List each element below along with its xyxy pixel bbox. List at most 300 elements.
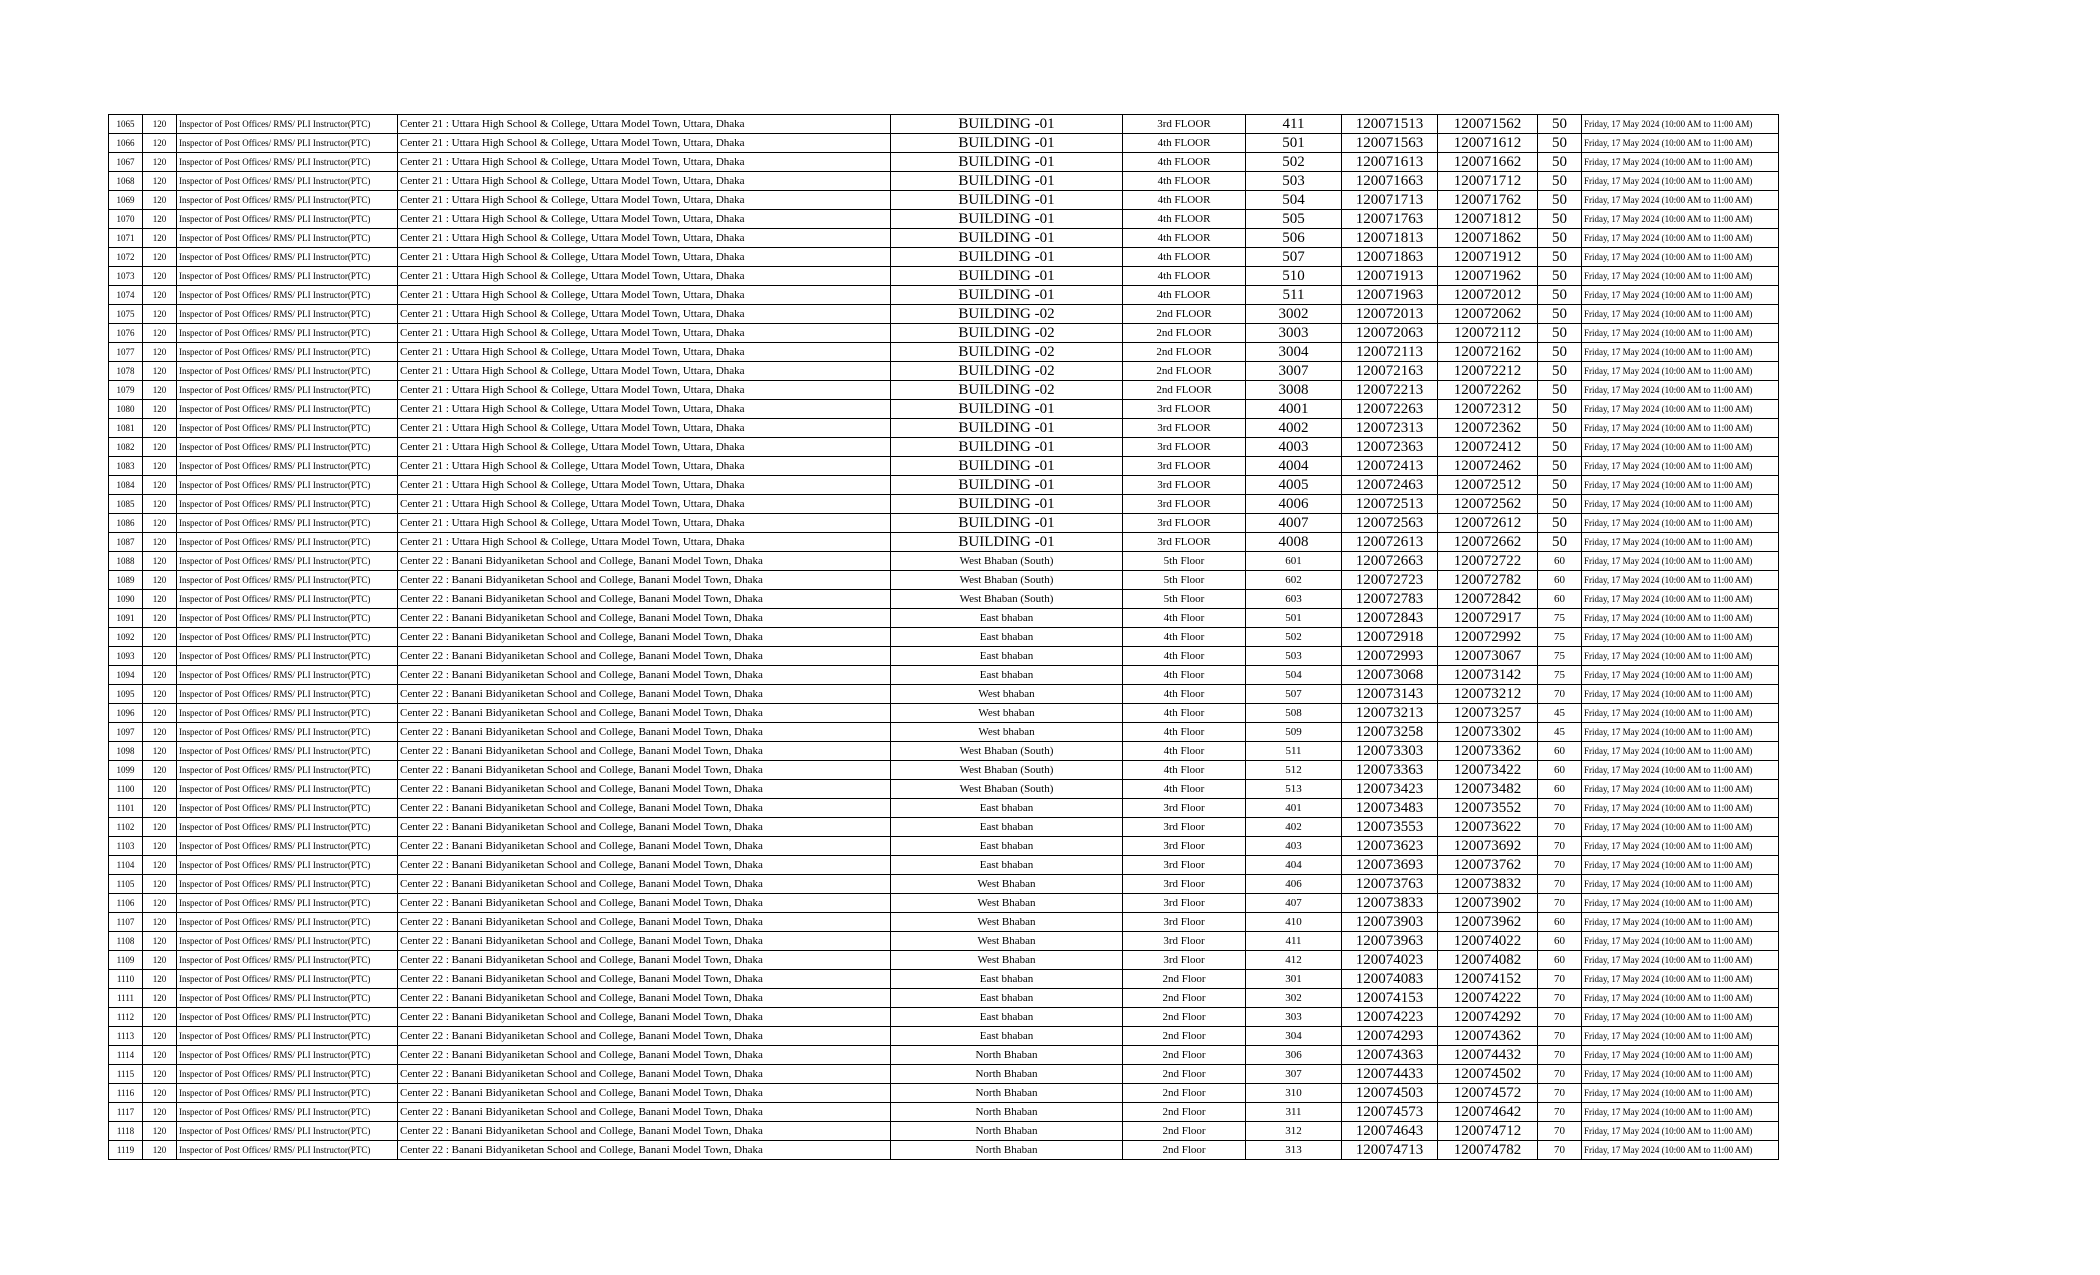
floor-cell: 3rd Floor (1123, 932, 1246, 951)
roll-from-cell: 120074153 (1342, 989, 1438, 1008)
roll-to-cell: 120074642 (1438, 1103, 1538, 1122)
floor-cell: 4th FLOOR (1123, 172, 1246, 191)
floor-cell: 3rd FLOOR (1123, 495, 1246, 514)
roll-to-cell: 120071562 (1438, 115, 1538, 134)
serial-cell: 1098 (109, 742, 143, 761)
roll-from-cell: 120072563 (1342, 514, 1438, 533)
center-cell: Center 21 : Uttara High School & College, Uttara Model Town, Uttara, Dhaka (398, 305, 891, 324)
roll-to-cell: 120072462 (1438, 457, 1538, 476)
table-row (109, 723, 1779, 742)
floor-cell: 4th FLOOR (1123, 153, 1246, 172)
roll-from-cell: 120073553 (1342, 818, 1438, 837)
serial-cell: 1100 (109, 780, 143, 799)
seat-plan-table (108, 114, 1779, 1160)
table-row (109, 324, 1779, 343)
post-code-cell: 120 (143, 685, 177, 704)
roll-from-cell: 120073623 (1342, 837, 1438, 856)
serial-cell: 1099 (109, 761, 143, 780)
serial-cell: 1088 (109, 552, 143, 571)
room-cell: 512 (1246, 761, 1342, 780)
center-cell: Center 22 : Banani Bidyaniketan School and College, Banani Model Town, Dhaka (398, 970, 891, 989)
building-cell: BUILDING -01 (891, 134, 1123, 153)
building-cell: West bhaban (891, 723, 1123, 742)
roll-from-cell: 120074023 (1342, 951, 1438, 970)
roll-to-cell: 120073762 (1438, 856, 1538, 875)
roll-to-cell: 120072262 (1438, 381, 1538, 400)
total-cell: 70 (1538, 856, 1582, 875)
floor-cell: 5th Floor (1123, 590, 1246, 609)
floor-cell: 5th Floor (1123, 552, 1246, 571)
table-row (109, 286, 1779, 305)
total-cell: 50 (1538, 305, 1582, 324)
floor-cell: 2nd FLOOR (1123, 343, 1246, 362)
roll-from-cell: 120072163 (1342, 362, 1438, 381)
roll-to-cell: 120072512 (1438, 476, 1538, 495)
room-cell: 503 (1246, 647, 1342, 666)
total-cell: 50 (1538, 438, 1582, 457)
table-row (109, 1084, 1779, 1103)
exam-date-cell: Friday, 17 May 2024 (10:00 AM to 11:00 AM) (1582, 495, 1779, 514)
total-cell: 50 (1538, 286, 1582, 305)
post-code-cell: 120 (143, 229, 177, 248)
serial-cell: 1089 (109, 571, 143, 590)
serial-cell: 1066 (109, 134, 143, 153)
post-code-cell: 120 (143, 590, 177, 609)
table-row (109, 305, 1779, 324)
exam-date-cell: Friday, 17 May 2024 (10:00 AM to 11:00 AM) (1582, 438, 1779, 457)
exam-date-cell: Friday, 17 May 2024 (10:00 AM to 11:00 AM) (1582, 134, 1779, 153)
serial-cell: 1113 (109, 1027, 143, 1046)
table-row (109, 1046, 1779, 1065)
room-cell: 412 (1246, 951, 1342, 970)
total-cell: 60 (1538, 571, 1582, 590)
room-cell: 310 (1246, 1084, 1342, 1103)
center-cell: Center 21 : Uttara High School & College, Uttara Model Town, Uttara, Dhaka (398, 267, 891, 286)
roll-to-cell: 120072992 (1438, 628, 1538, 647)
post-code-cell: 120 (143, 400, 177, 419)
floor-cell: 4th FLOOR (1123, 210, 1246, 229)
exam-date-cell: Friday, 17 May 2024 (10:00 AM to 11:00 AM) (1582, 1027, 1779, 1046)
serial-cell: 1101 (109, 799, 143, 818)
serial-cell: 1080 (109, 400, 143, 419)
table-row (109, 343, 1779, 362)
roll-from-cell: 120072993 (1342, 647, 1438, 666)
floor-cell: 2nd Floor (1123, 1046, 1246, 1065)
center-cell: Center 22 : Banani Bidyaniketan School and College, Banani Model Town, Dhaka (398, 685, 891, 704)
room-cell: 3007 (1246, 362, 1342, 381)
center-cell: Center 21 : Uttara High School & College, Uttara Model Town, Uttara, Dhaka (398, 229, 891, 248)
exam-date-cell: Friday, 17 May 2024 (10:00 AM to 11:00 AM) (1582, 571, 1779, 590)
room-cell: 603 (1246, 590, 1342, 609)
total-cell: 75 (1538, 628, 1582, 647)
table-row (109, 666, 1779, 685)
table-row (109, 191, 1779, 210)
room-cell: 411 (1246, 932, 1342, 951)
floor-cell: 2nd Floor (1123, 1065, 1246, 1084)
room-cell: 507 (1246, 685, 1342, 704)
roll-to-cell: 120074432 (1438, 1046, 1538, 1065)
center-cell: Center 21 : Uttara High School & College, Uttara Model Town, Uttara, Dhaka (398, 419, 891, 438)
exam-date-cell: Friday, 17 May 2024 (10:00 AM to 11:00 AM) (1582, 267, 1779, 286)
post-code-cell: 120 (143, 1084, 177, 1103)
serial-cell: 1106 (109, 894, 143, 913)
floor-cell: 3rd FLOOR (1123, 514, 1246, 533)
center-cell: Center 22 : Banani Bidyaniketan School and College, Banani Model Town, Dhaka (398, 799, 891, 818)
table-row (109, 647, 1779, 666)
post-name-cell: Inspector of Post Offices/ RMS/ PLI Instructor(PTC) (177, 210, 398, 229)
serial-cell: 1090 (109, 590, 143, 609)
exam-date-cell: Friday, 17 May 2024 (10:00 AM to 11:00 AM) (1582, 552, 1779, 571)
building-cell: BUILDING -01 (891, 229, 1123, 248)
roll-from-cell: 120071563 (1342, 134, 1438, 153)
exam-date-cell: Friday, 17 May 2024 (10:00 AM to 11:00 AM) (1582, 1065, 1779, 1084)
room-cell: 4007 (1246, 514, 1342, 533)
roll-from-cell: 120073693 (1342, 856, 1438, 875)
roll-from-cell: 120074643 (1342, 1122, 1438, 1141)
building-cell: East bhaban (891, 609, 1123, 628)
room-cell: 4005 (1246, 476, 1342, 495)
serial-cell: 1073 (109, 267, 143, 286)
roll-from-cell: 120072063 (1342, 324, 1438, 343)
building-cell: West Bhaban (891, 913, 1123, 932)
room-cell: 303 (1246, 1008, 1342, 1027)
roll-to-cell: 120074022 (1438, 932, 1538, 951)
total-cell: 50 (1538, 115, 1582, 134)
floor-cell: 2nd FLOOR (1123, 362, 1246, 381)
exam-date-cell: Friday, 17 May 2024 (10:00 AM to 11:00 AM) (1582, 856, 1779, 875)
roll-to-cell: 120072412 (1438, 438, 1538, 457)
room-cell: 511 (1246, 742, 1342, 761)
exam-date-cell: Friday, 17 May 2024 (10:00 AM to 11:00 AM) (1582, 951, 1779, 970)
floor-cell: 2nd FLOOR (1123, 324, 1246, 343)
total-cell: 60 (1538, 590, 1582, 609)
serial-cell: 1065 (109, 115, 143, 134)
post-name-cell: Inspector of Post Offices/ RMS/ PLI Instructor(PTC) (177, 400, 398, 419)
roll-to-cell: 120074572 (1438, 1084, 1538, 1103)
post-code-cell: 120 (143, 571, 177, 590)
center-cell: Center 22 : Banani Bidyaniketan School and College, Banani Model Town, Dhaka (398, 780, 891, 799)
roll-from-cell: 120073363 (1342, 761, 1438, 780)
room-cell: 311 (1246, 1103, 1342, 1122)
roll-to-cell: 120071812 (1438, 210, 1538, 229)
floor-cell: 4th Floor (1123, 628, 1246, 647)
roll-from-cell: 120071813 (1342, 229, 1438, 248)
roll-to-cell: 120071712 (1438, 172, 1538, 191)
center-cell: Center 22 : Banani Bidyaniketan School and College, Banani Model Town, Dhaka (398, 761, 891, 780)
floor-cell: 4th Floor (1123, 742, 1246, 761)
roll-to-cell: 120073362 (1438, 742, 1538, 761)
post-name-cell: Inspector of Post Offices/ RMS/ PLI Instructor(PTC) (177, 723, 398, 742)
post-name-cell: Inspector of Post Offices/ RMS/ PLI Instructor(PTC) (177, 647, 398, 666)
post-code-cell: 120 (143, 723, 177, 742)
post-name-cell: Inspector of Post Offices/ RMS/ PLI Instructor(PTC) (177, 951, 398, 970)
roll-from-cell: 120074713 (1342, 1141, 1438, 1160)
total-cell: 50 (1538, 457, 1582, 476)
exam-date-cell: Friday, 17 May 2024 (10:00 AM to 11:00 AM) (1582, 1046, 1779, 1065)
floor-cell: 4th FLOOR (1123, 134, 1246, 153)
roll-to-cell: 120074222 (1438, 989, 1538, 1008)
roll-from-cell: 120071963 (1342, 286, 1438, 305)
serial-cell: 1115 (109, 1065, 143, 1084)
room-cell: 304 (1246, 1027, 1342, 1046)
table-row (109, 362, 1779, 381)
center-cell: Center 22 : Banani Bidyaniketan School and College, Banani Model Town, Dhaka (398, 856, 891, 875)
post-code-cell: 120 (143, 628, 177, 647)
post-code-cell: 120 (143, 951, 177, 970)
room-cell: 501 (1246, 609, 1342, 628)
post-code-cell: 120 (143, 875, 177, 894)
exam-date-cell: Friday, 17 May 2024 (10:00 AM to 11:00 AM) (1582, 590, 1779, 609)
exam-date-cell: Friday, 17 May 2024 (10:00 AM to 11:00 AM) (1582, 400, 1779, 419)
roll-from-cell: 120073213 (1342, 704, 1438, 723)
exam-date-cell: Friday, 17 May 2024 (10:00 AM to 11:00 AM) (1582, 343, 1779, 362)
post-name-cell: Inspector of Post Offices/ RMS/ PLI Instructor(PTC) (177, 1141, 398, 1160)
roll-to-cell: 120072012 (1438, 286, 1538, 305)
center-cell: Center 22 : Banani Bidyaniketan School and College, Banani Model Town, Dhaka (398, 818, 891, 837)
serial-cell: 1077 (109, 343, 143, 362)
table-row (109, 438, 1779, 457)
center-cell: Center 22 : Banani Bidyaniketan School and College, Banani Model Town, Dhaka (398, 590, 891, 609)
exam-date-cell: Friday, 17 May 2024 (10:00 AM to 11:00 AM) (1582, 742, 1779, 761)
building-cell: East bhaban (891, 818, 1123, 837)
building-cell: West Bhaban (891, 875, 1123, 894)
floor-cell: 3rd Floor (1123, 951, 1246, 970)
post-code-cell: 120 (143, 704, 177, 723)
building-cell: BUILDING -01 (891, 248, 1123, 267)
total-cell: 50 (1538, 476, 1582, 495)
table-row (109, 837, 1779, 856)
table-row (109, 1027, 1779, 1046)
center-cell: Center 22 : Banani Bidyaniketan School and College, Banani Model Town, Dhaka (398, 666, 891, 685)
roll-from-cell: 120073303 (1342, 742, 1438, 761)
center-cell: Center 22 : Banani Bidyaniketan School and College, Banani Model Town, Dhaka (398, 1141, 891, 1160)
serial-cell: 1118 (109, 1122, 143, 1141)
total-cell: 50 (1538, 362, 1582, 381)
total-cell: 50 (1538, 400, 1582, 419)
post-name-cell: Inspector of Post Offices/ RMS/ PLI Instructor(PTC) (177, 894, 398, 913)
room-cell: 301 (1246, 970, 1342, 989)
total-cell: 70 (1538, 685, 1582, 704)
floor-cell: 4th Floor (1123, 609, 1246, 628)
serial-cell: 1097 (109, 723, 143, 742)
post-name-cell: Inspector of Post Offices/ RMS/ PLI Instructor(PTC) (177, 704, 398, 723)
roll-to-cell: 120072312 (1438, 400, 1538, 419)
center-cell: Center 22 : Banani Bidyaniketan School and College, Banani Model Town, Dhaka (398, 837, 891, 856)
table-row (109, 1122, 1779, 1141)
serial-cell: 1072 (109, 248, 143, 267)
table-row (109, 628, 1779, 647)
table-row (109, 761, 1779, 780)
post-name-cell: Inspector of Post Offices/ RMS/ PLI Instructor(PTC) (177, 191, 398, 210)
post-code-cell: 120 (143, 362, 177, 381)
post-name-cell: Inspector of Post Offices/ RMS/ PLI Instructor(PTC) (177, 628, 398, 647)
post-name-cell: Inspector of Post Offices/ RMS/ PLI Instructor(PTC) (177, 457, 398, 476)
center-cell: Center 22 : Banani Bidyaniketan School and College, Banani Model Town, Dhaka (398, 1084, 891, 1103)
post-name-cell: Inspector of Post Offices/ RMS/ PLI Instructor(PTC) (177, 1008, 398, 1027)
serial-cell: 1068 (109, 172, 143, 191)
total-cell: 50 (1538, 381, 1582, 400)
serial-cell: 1096 (109, 704, 143, 723)
roll-from-cell: 120073143 (1342, 685, 1438, 704)
center-cell: Center 21 : Uttara High School & College, Uttara Model Town, Uttara, Dhaka (398, 514, 891, 533)
table-row (109, 153, 1779, 172)
roll-to-cell: 120073832 (1438, 875, 1538, 894)
exam-date-cell: Friday, 17 May 2024 (10:00 AM to 11:00 AM) (1582, 115, 1779, 134)
post-code-cell: 120 (143, 476, 177, 495)
serial-cell: 1076 (109, 324, 143, 343)
center-cell: Center 21 : Uttara High School & College, Uttara Model Town, Uttara, Dhaka (398, 153, 891, 172)
post-name-cell: Inspector of Post Offices/ RMS/ PLI Instructor(PTC) (177, 913, 398, 932)
total-cell: 60 (1538, 913, 1582, 932)
post-name-cell: Inspector of Post Offices/ RMS/ PLI Instructor(PTC) (177, 229, 398, 248)
serial-cell: 1091 (109, 609, 143, 628)
total-cell: 75 (1538, 647, 1582, 666)
post-code-cell: 120 (143, 1065, 177, 1084)
table-row (109, 457, 1779, 476)
building-cell: BUILDING -01 (891, 400, 1123, 419)
roll-to-cell: 120073257 (1438, 704, 1538, 723)
building-cell: East bhaban (891, 647, 1123, 666)
exam-date-cell: Friday, 17 May 2024 (10:00 AM to 11:00 AM) (1582, 1103, 1779, 1122)
total-cell: 70 (1538, 1027, 1582, 1046)
exam-date-cell: Friday, 17 May 2024 (10:00 AM to 11:00 AM) (1582, 628, 1779, 647)
serial-cell: 1092 (109, 628, 143, 647)
table-row (109, 875, 1779, 894)
post-code-cell: 120 (143, 1008, 177, 1027)
total-cell: 70 (1538, 1084, 1582, 1103)
floor-cell: 4th FLOOR (1123, 191, 1246, 210)
roll-from-cell: 120072843 (1342, 609, 1438, 628)
room-cell: 302 (1246, 989, 1342, 1008)
room-cell: 504 (1246, 666, 1342, 685)
roll-from-cell: 120072413 (1342, 457, 1438, 476)
total-cell: 50 (1538, 533, 1582, 552)
total-cell: 70 (1538, 970, 1582, 989)
table-row (109, 381, 1779, 400)
building-cell: North Bhaban (891, 1122, 1123, 1141)
post-name-cell: Inspector of Post Offices/ RMS/ PLI Instructor(PTC) (177, 1103, 398, 1122)
exam-date-cell: Friday, 17 May 2024 (10:00 AM to 11:00 AM) (1582, 305, 1779, 324)
exam-date-cell: Friday, 17 May 2024 (10:00 AM to 11:00 AM) (1582, 970, 1779, 989)
exam-date-cell: Friday, 17 May 2024 (10:00 AM to 11:00 AM) (1582, 153, 1779, 172)
serial-cell: 1085 (109, 495, 143, 514)
building-cell: West Bhaban (South) (891, 742, 1123, 761)
room-cell: 407 (1246, 894, 1342, 913)
exam-date-cell: Friday, 17 May 2024 (10:00 AM to 11:00 AM) (1582, 666, 1779, 685)
roll-to-cell: 120071612 (1438, 134, 1538, 153)
roll-to-cell: 120073212 (1438, 685, 1538, 704)
post-code-cell: 120 (143, 191, 177, 210)
floor-cell: 3rd Floor (1123, 818, 1246, 837)
post-name-cell: Inspector of Post Offices/ RMS/ PLI Instructor(PTC) (177, 590, 398, 609)
total-cell: 70 (1538, 799, 1582, 818)
roll-from-cell: 120073068 (1342, 666, 1438, 685)
room-cell: 503 (1246, 172, 1342, 191)
table-row (109, 609, 1779, 628)
post-code-cell: 120 (143, 647, 177, 666)
building-cell: BUILDING -01 (891, 457, 1123, 476)
post-name-cell: Inspector of Post Offices/ RMS/ PLI Instructor(PTC) (177, 989, 398, 1008)
floor-cell: 3rd FLOOR (1123, 457, 1246, 476)
center-cell: Center 22 : Banani Bidyaniketan School and College, Banani Model Town, Dhaka (398, 875, 891, 894)
floor-cell: 5th Floor (1123, 571, 1246, 590)
roll-to-cell: 120072062 (1438, 305, 1538, 324)
center-cell: Center 22 : Banani Bidyaniketan School and College, Banani Model Town, Dhaka (398, 647, 891, 666)
roll-from-cell: 120072113 (1342, 343, 1438, 362)
post-name-cell: Inspector of Post Offices/ RMS/ PLI Instructor(PTC) (177, 1046, 398, 1065)
floor-cell: 4th Floor (1123, 704, 1246, 723)
room-cell: 4004 (1246, 457, 1342, 476)
table-row (109, 856, 1779, 875)
center-cell: Center 21 : Uttara High School & College, Uttara Model Town, Uttara, Dhaka (398, 438, 891, 457)
center-cell: Center 22 : Banani Bidyaniketan School and College, Banani Model Town, Dhaka (398, 932, 891, 951)
post-name-cell: Inspector of Post Offices/ RMS/ PLI Instructor(PTC) (177, 362, 398, 381)
roll-from-cell: 120074083 (1342, 970, 1438, 989)
serial-cell: 1111 (109, 989, 143, 1008)
roll-to-cell: 120074782 (1438, 1141, 1538, 1160)
exam-date-cell: Friday, 17 May 2024 (10:00 AM to 11:00 AM) (1582, 685, 1779, 704)
room-cell: 508 (1246, 704, 1342, 723)
building-cell: BUILDING -02 (891, 362, 1123, 381)
post-name-cell: Inspector of Post Offices/ RMS/ PLI Instructor(PTC) (177, 856, 398, 875)
post-name-cell: Inspector of Post Offices/ RMS/ PLI Instructor(PTC) (177, 1065, 398, 1084)
exam-date-cell: Friday, 17 May 2024 (10:00 AM to 11:00 AM) (1582, 248, 1779, 267)
roll-to-cell: 120073552 (1438, 799, 1538, 818)
building-cell: BUILDING -01 (891, 286, 1123, 305)
post-name-cell: Inspector of Post Offices/ RMS/ PLI Instructor(PTC) (177, 438, 398, 457)
exam-date-cell: Friday, 17 May 2024 (10:00 AM to 11:00 AM) (1582, 723, 1779, 742)
floor-cell: 2nd Floor (1123, 1027, 1246, 1046)
exam-date-cell: Friday, 17 May 2024 (10:00 AM to 11:00 AM) (1582, 1141, 1779, 1160)
table-body (109, 115, 1779, 1160)
floor-cell: 2nd FLOOR (1123, 305, 1246, 324)
total-cell: 60 (1538, 761, 1582, 780)
floor-cell: 4th Floor (1123, 647, 1246, 666)
building-cell: West Bhaban (891, 932, 1123, 951)
table-row (109, 533, 1779, 552)
total-cell: 50 (1538, 495, 1582, 514)
serial-cell: 1075 (109, 305, 143, 324)
center-cell: Center 22 : Banani Bidyaniketan School and College, Banani Model Town, Dhaka (398, 552, 891, 571)
table-row (109, 514, 1779, 533)
post-code-cell: 120 (143, 837, 177, 856)
building-cell: North Bhaban (891, 1141, 1123, 1160)
floor-cell: 3rd Floor (1123, 856, 1246, 875)
total-cell: 70 (1538, 1046, 1582, 1065)
roll-from-cell: 120074363 (1342, 1046, 1438, 1065)
room-cell: 506 (1246, 229, 1342, 248)
table-row (109, 267, 1779, 286)
roll-to-cell: 120073302 (1438, 723, 1538, 742)
building-cell: East bhaban (891, 628, 1123, 647)
center-cell: Center 21 : Uttara High School & College, Uttara Model Town, Uttara, Dhaka (398, 191, 891, 210)
total-cell: 60 (1538, 780, 1582, 799)
building-cell: East bhaban (891, 666, 1123, 685)
roll-from-cell: 120071663 (1342, 172, 1438, 191)
room-cell: 502 (1246, 153, 1342, 172)
serial-cell: 1094 (109, 666, 143, 685)
post-code-cell: 120 (143, 438, 177, 457)
post-name-cell: Inspector of Post Offices/ RMS/ PLI Instructor(PTC) (177, 875, 398, 894)
building-cell: BUILDING -01 (891, 438, 1123, 457)
roll-to-cell: 120074292 (1438, 1008, 1538, 1027)
center-cell: Center 21 : Uttara High School & College, Uttara Model Town, Uttara, Dhaka (398, 286, 891, 305)
roll-to-cell: 120073962 (1438, 913, 1538, 932)
roll-from-cell: 120072613 (1342, 533, 1438, 552)
table-row (109, 894, 1779, 913)
building-cell: BUILDING -01 (891, 172, 1123, 191)
roll-to-cell: 120072162 (1438, 343, 1538, 362)
